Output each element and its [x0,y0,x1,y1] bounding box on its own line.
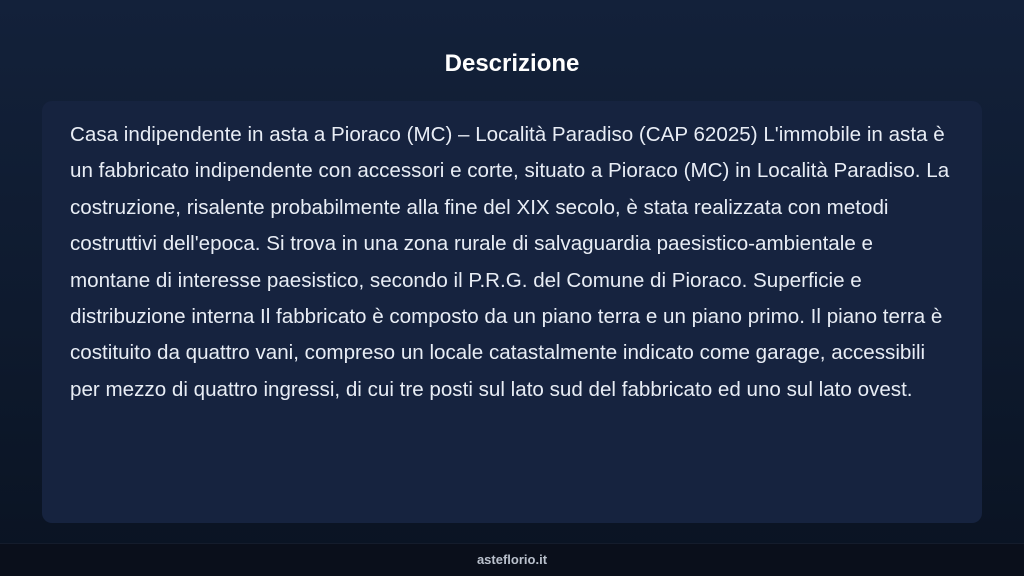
description-text: Casa indipendente in asta a Pioraco (MC) – Località Paradiso (CAP 62025) L'immobile in asta è un fabbricato indipendente con accessori e corte, situato a Pioraco (MC) in Località Paradiso. La costruzione, risalente probabilmente alla fine del XIX secolo, è stata realizzata con metodi costruttivi dell'epoca. Si trova in una zona rurale di salvaguardia paesistico-ambientale e montane di interesse paesistico, secondo il P.R.G. del Comune di Pioraco. Superficie e distribuzione interna Il fabbricato è composto da un piano terra e un piano primo. Il piano terra è costituito da quattro vani, compreso un locale catastalmente indicato come garage, accessibili per mezzo di quattro ingressi, di cui tre posti sul lato sud del fabbricato ed uno sul lato ovest. [70,123,950,401]
footer-bar [0,543,1024,576]
page-title: Descrizione [444,50,580,77]
description-card [42,101,982,523]
footer-site-label: asteflorio.it [476,552,548,567]
